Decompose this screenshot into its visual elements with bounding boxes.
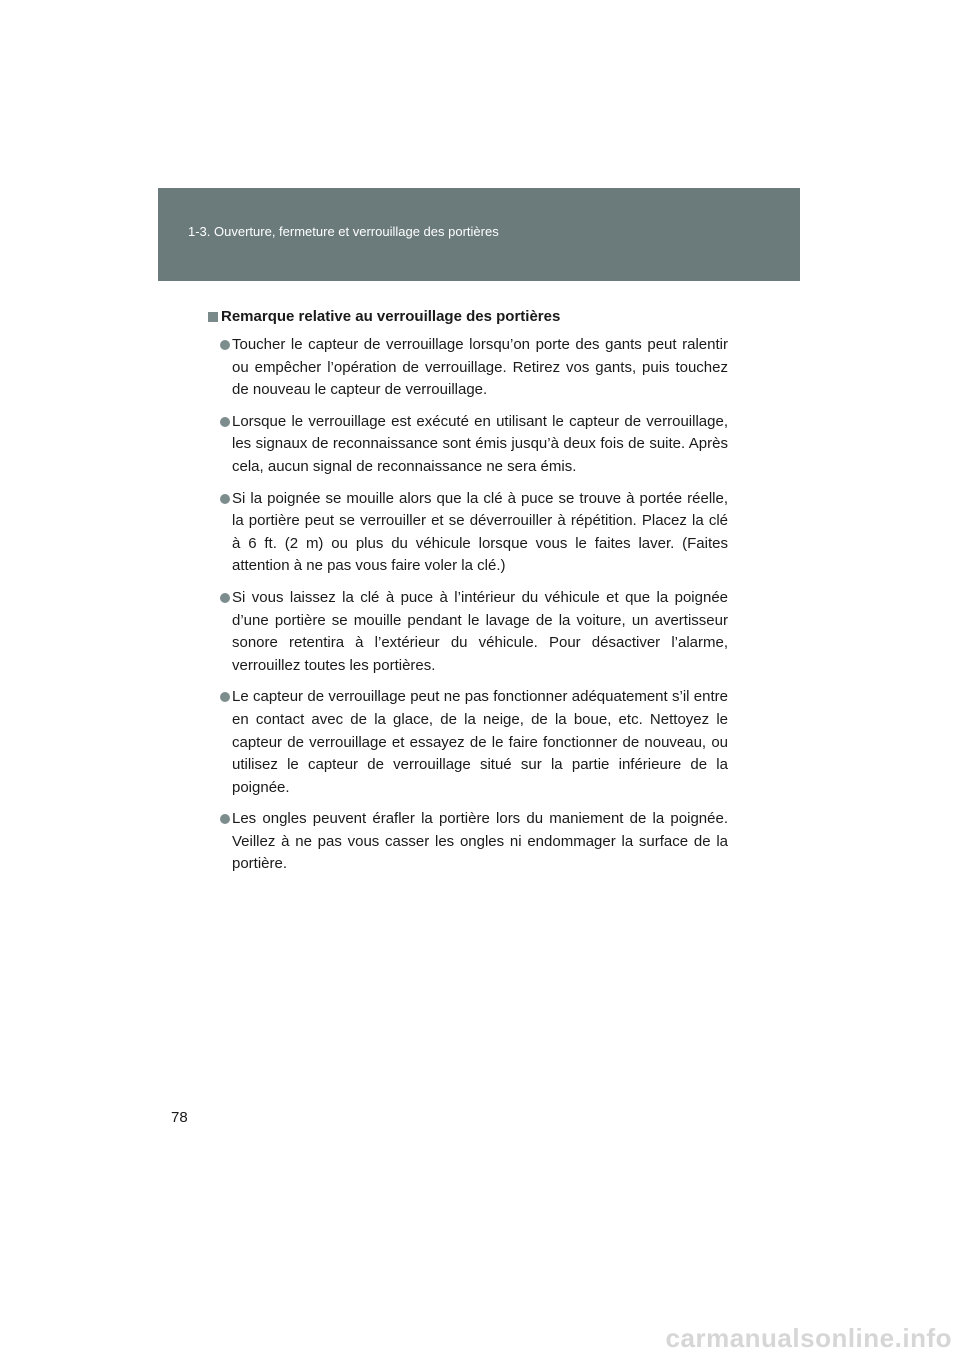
circle-bullet-icon <box>220 340 230 350</box>
circle-bullet-icon <box>220 593 230 603</box>
circle-bullet-icon <box>220 417 230 427</box>
bullet-list <box>208 334 728 876</box>
square-bullet-icon <box>208 312 218 322</box>
list-item <box>222 334 728 402</box>
list-item <box>222 488 728 578</box>
circle-bullet-icon <box>220 692 230 702</box>
list-item-text: Le capteur de verrouillage peut ne pas fonctionner adéquatement s’il entre en contact avec de la glace, de la neige, de la boue, etc. Nettoyez le capteur de verrouillage et essayez de le faire fonctionner de nouveau, ou utilisez le capteur de verrouillage situé sur la partie inférieure de la poignée. <box>232 688 728 796</box>
list-item-text: Les ongles peuvent érafler la portière lors du maniement de la poignée. Veillez à ne pas vous casser les ongles ni endommager la surface de la portière. <box>232 810 728 873</box>
circle-bullet-icon <box>220 494 230 504</box>
section-heading <box>208 306 728 328</box>
list-item <box>222 686 728 799</box>
list-item-text: Si la poignée se mouille alors que la clé à puce se trouve à portée réelle, la portière peut se verrouiller et se déverrouiller à répétition. Placez la clé à 6 ft. (2 m) ou plus du véhicule lorsque vous le faites laver. (Faites attention à ne pas vous faire voler la clé.) <box>232 489 728 575</box>
list-item-text: Toucher le capteur de verrouillage lorsqu’on porte des gants peut ralentir ou empêcher l’opération de verrouillage. Retirez vos gants, puis touchez de nouveau le capteur de verrouillage. <box>232 336 728 399</box>
circle-bullet-icon <box>220 814 230 824</box>
section-heading-text: Remarque relative au verrouillage des portières <box>221 308 561 325</box>
note-section <box>208 306 728 885</box>
watermark: carmanualsonline.info <box>665 1323 952 1353</box>
page-number: 78 <box>171 1109 188 1126</box>
list-item <box>222 411 728 479</box>
list-item-text: Si vous laissez la clé à puce à l’intérieur du véhicule et que la poignée d’une portière se mouille pendant le lavage de la voiture, un avertisseur sonore retentira à l’extérieur du véhicule. Pour désactiver l’alarme, verrouillez toutes les portières. <box>232 588 728 674</box>
chapter-title: 1-3. Ouverture, fermeture et verrouillage des portières <box>188 224 499 239</box>
list-item <box>222 587 728 677</box>
list-item <box>222 808 728 876</box>
chapter-header-band <box>158 188 800 281</box>
list-item-text: Lorsque le verrouillage est exécuté en utilisant le capteur de verrouillage, les signaux de reconnaissance sont émis jusqu’à deux fois de suite. Après cela, aucun signal de reconnaissance ne sera émis. <box>232 412 728 475</box>
